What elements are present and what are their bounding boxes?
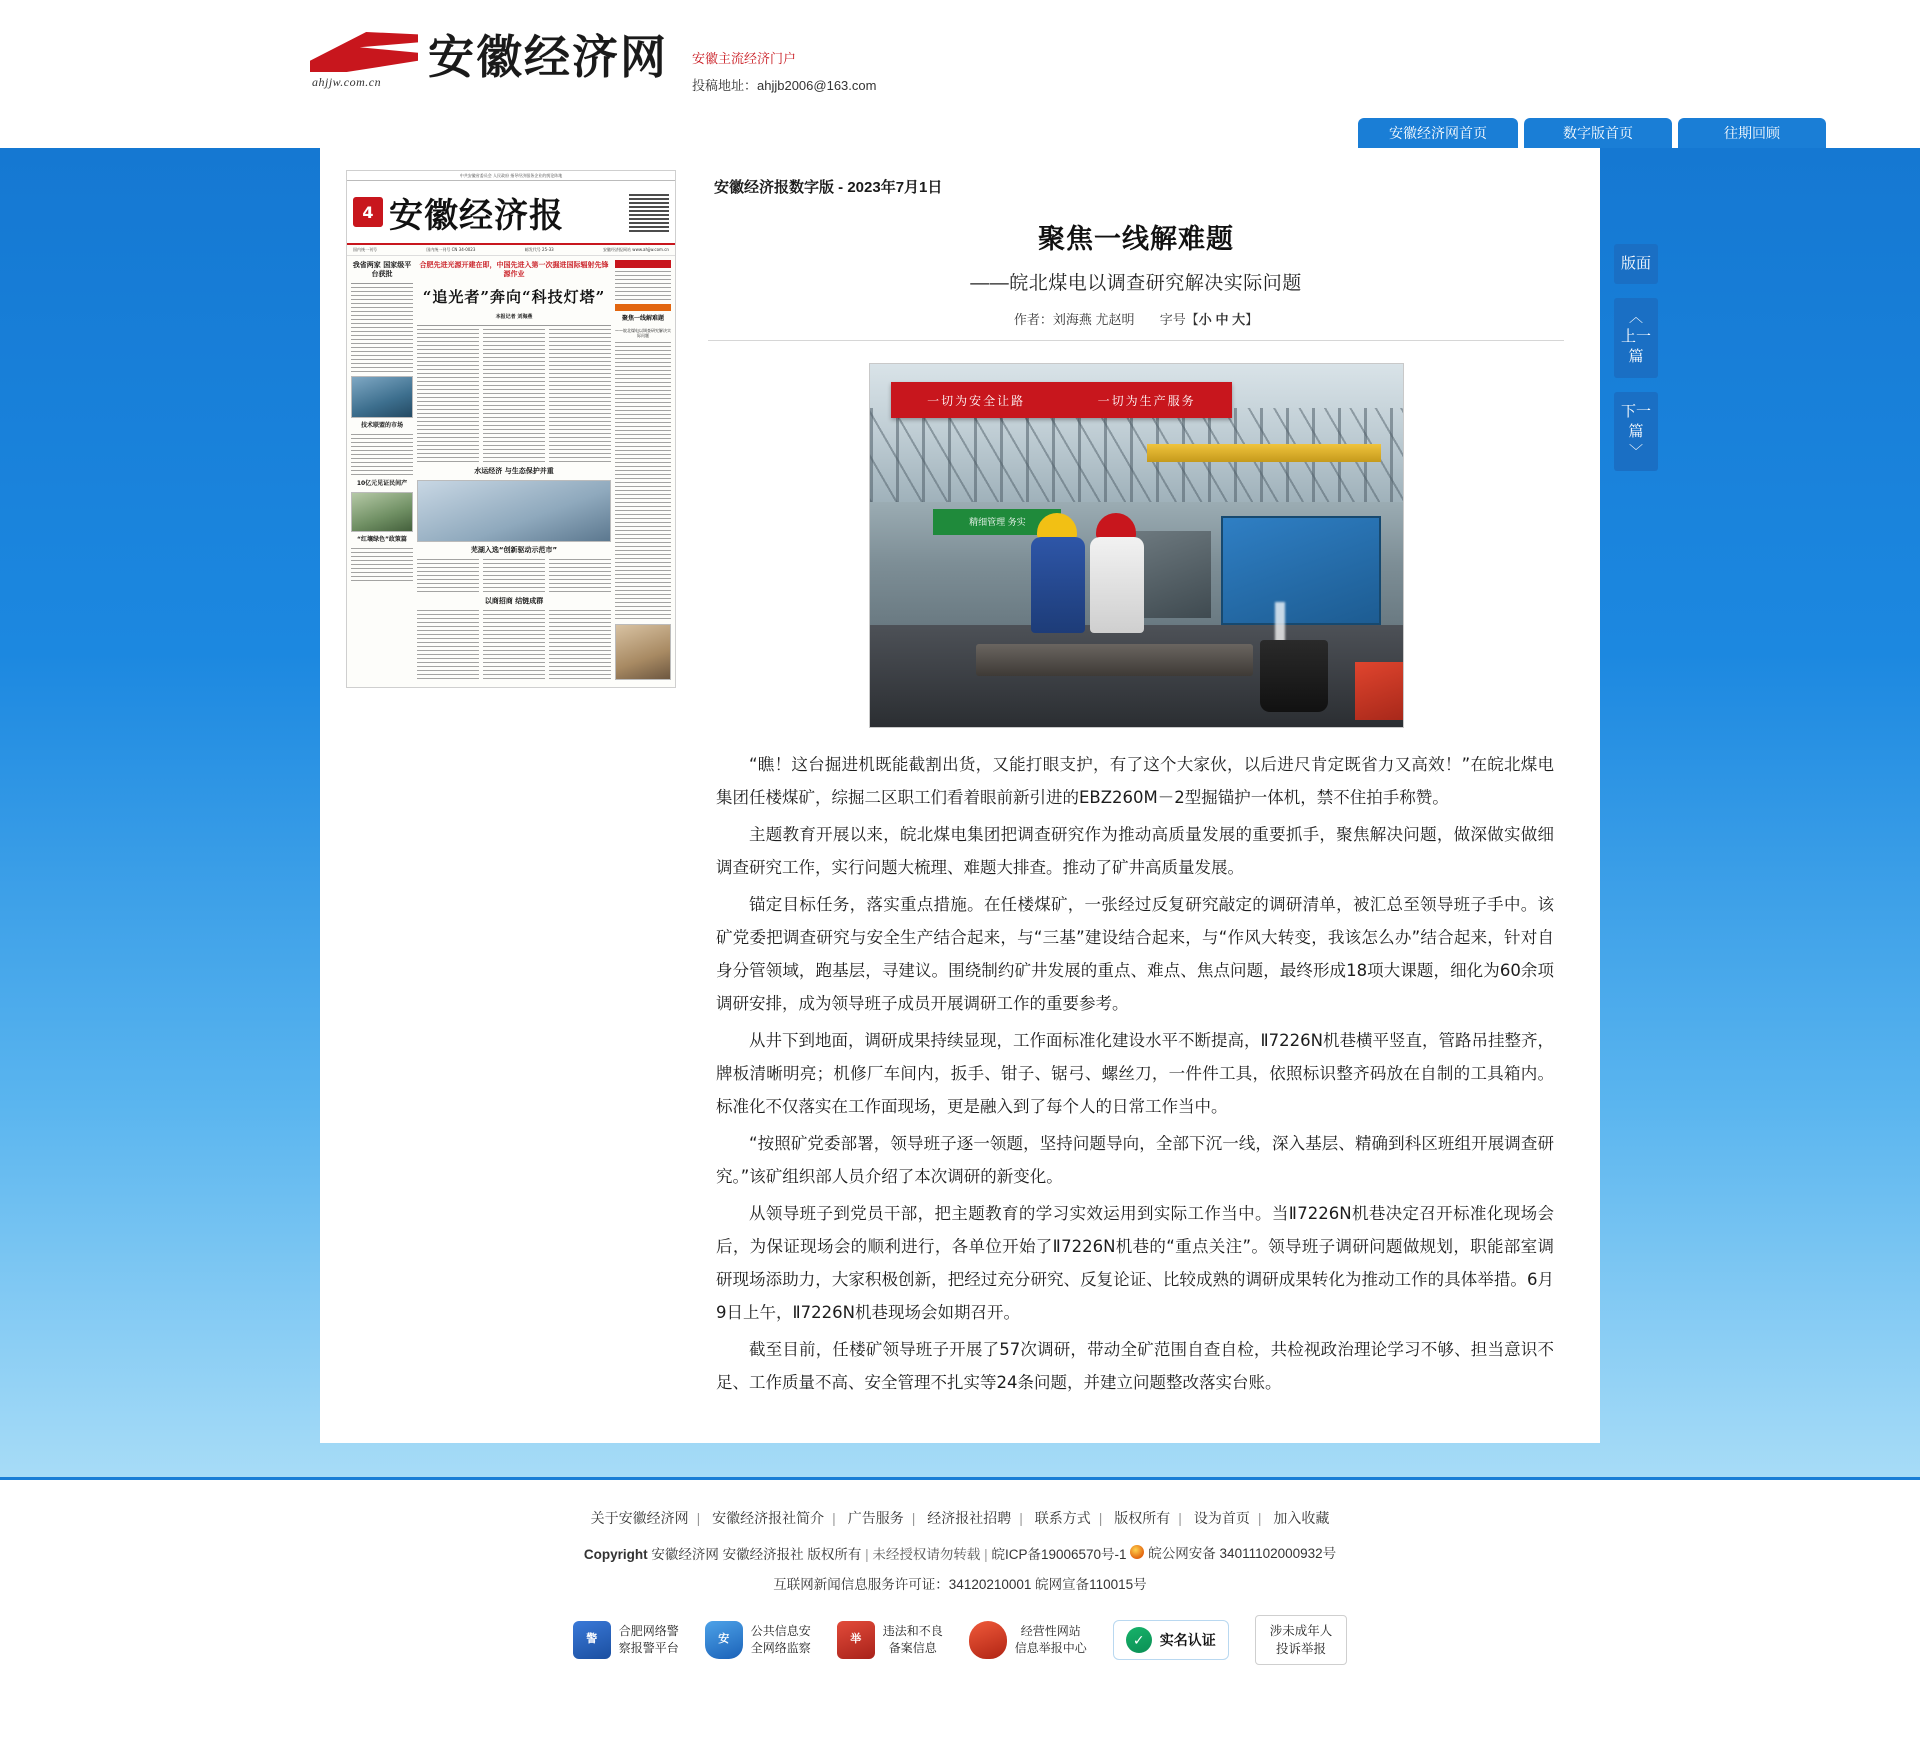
overhead-crane <box>1147 444 1382 462</box>
paper-page-number: 4 <box>353 197 383 227</box>
paper-small-head-2: 10亿元见证民间产 <box>356 479 408 487</box>
font-size-label: 字号 <box>1159 312 1186 327</box>
article-header <box>708 217 1564 341</box>
worker-red-helmet <box>1088 513 1146 633</box>
banner-text-left: 一切为安全让路 <box>927 393 1026 408</box>
font-size-large-button[interactable]: 大 <box>1232 312 1246 327</box>
badge-line2: 察报警平台 <box>618 1641 679 1656</box>
paper-photo <box>351 376 413 418</box>
logo-swoosh-icon <box>310 28 420 90</box>
flame-icon <box>969 1621 1007 1659</box>
paper-columns <box>347 256 675 684</box>
article-title: 聚焦一线解难题 <box>1038 224 1234 255</box>
submission-email: 投稿地址：ahjjb2006@163.com <box>692 78 877 93</box>
badge-police-platform[interactable] <box>573 1621 679 1659</box>
real-name-verification-badge[interactable] <box>1113 1620 1229 1660</box>
badge-line1: 经营性网站 <box>1020 1623 1081 1638</box>
side-controls <box>1614 244 1658 471</box>
article-paragraph: 从领导班子到党员干部，把主题教育的学习实效运用到实际工作当中。当Ⅱ7226N机巷决定召开标准化现场会后，为保证现场会的顺利进行，各单位开始了Ⅱ7226N机巷的“重点关注”。领导班子调研问题做规划，职能部室调研现场添助力，大家积极创新，把经过充分研究、反复论证、比较成熟的调研成果转化为推动工作的具体举措。6月9日上午，Ⅱ7226N机巷现场会如期召开。 <box>716 1204 1554 1322</box>
paper-photo <box>351 492 413 532</box>
footer-copyright-line: Copyright 安徽经济网 安徽经济报社 版权所有 | 未经授权请勿转载 | 皖ICP备19006570号-1 皖公网安备 34011102000932号 <box>0 1542 1920 1563</box>
paper-meta-right: 邮发代号 25-33 <box>524 247 554 252</box>
paper-meta-row <box>347 245 675 256</box>
next-article-button[interactable] <box>1614 392 1658 471</box>
police-badge-icon <box>1130 1545 1144 1559</box>
article-paragraph: “瞧！这台掘进机既能截割出货，又能打眼支护，有了这个大家伙，以后进尺肯定既省力又高效！”在皖北煤电集团任楼煤矿，综掘二区职工们看着眼前新引进的EBZ260M－2型掘锚护一体机，禁不住拍手称赞。 <box>716 755 1554 807</box>
article-body <box>708 738 1564 1399</box>
paper-text-block <box>351 287 413 373</box>
copyright-prefix: Copyright <box>583 1547 648 1562</box>
paper-text-block <box>351 548 413 584</box>
paper-photo <box>615 624 671 680</box>
site-header <box>0 0 1920 148</box>
police-record-number[interactable]: 皖公网安备 34011102000932号 <box>1148 1546 1337 1561</box>
site-footer <box>0 1477 1920 1701</box>
previous-article-label: 上一篇 <box>1620 328 1651 366</box>
nav-tab-archive[interactable]: 往期回顾 <box>1678 118 1826 148</box>
paper-side-headline: 聚焦一线解难题 <box>621 315 664 322</box>
paper-photo <box>417 480 611 542</box>
page-background <box>0 148 1920 1477</box>
paper-meta-center: 国内统一刊号 CN 34-0023 <box>426 247 476 252</box>
black-bucket <box>1260 640 1328 712</box>
chevron-down-icon: ﹀ <box>1629 443 1643 460</box>
paper-top-line: 中共安徽省委员会 人民政府 指导经济服务企业的舆论阵地 <box>347 171 675 181</box>
logo-title: 安徽经济网 <box>428 30 668 84</box>
copyright-note: 未经授权请勿转载 <box>872 1547 981 1562</box>
red-equipment <box>1355 662 1403 720</box>
minor-box-line2: 投诉举报 <box>1276 1642 1327 1657</box>
paper-main-headline: “追光者”奔向“科技灯塔” <box>422 288 606 307</box>
footer-link-contact[interactable]: 联系方式 <box>1034 1510 1091 1526</box>
banner-text-right: 一切为生产服务 <box>1097 393 1196 408</box>
photo-green-sign: 精细管理 务实 <box>933 509 1061 534</box>
logo-url-text: ahjjw.com.cn <box>312 75 382 89</box>
footer-link-bookmark[interactable]: 加入收藏 <box>1273 1510 1330 1526</box>
badge-line1: 违法和不良 <box>882 1623 943 1638</box>
footer-links: 关于安徽经济网 | 安徽经济报社简介 | 广告服务 | 经济报社招聘 | 联系方式 | 版权所有 | 设为首页 | 加入收藏 <box>590 1510 1330 1526</box>
issue-title: 安徽经济报数字版 - 2023年7月1日 <box>714 179 943 196</box>
verify-label: 实名认证 <box>1159 1632 1216 1649</box>
article-author: 作者：刘海燕 尤赵明 <box>1013 312 1135 327</box>
paper-meta-site: 安徽经济报网站 www.ahjjw.com.cn <box>603 247 669 252</box>
footer-license-line: 互联网新闻信息服务许可证：34120210001 皖网宣备110015号 <box>773 1577 1147 1592</box>
paper-column-2 <box>417 260 611 680</box>
previous-article-button[interactable] <box>1614 298 1658 377</box>
badge-line1: 公共信息安 <box>750 1623 811 1638</box>
article-subtitle: ——皖北煤电以调查研究解决实际问题 <box>970 273 1302 294</box>
minor-complaint-box[interactable] <box>1255 1615 1348 1665</box>
paper-meta-left: 国内统一刊号 <box>353 247 377 252</box>
paper-col1-headline: 我省两家 国家级平台获批 <box>352 261 412 279</box>
paper-text-block <box>351 434 413 476</box>
next-article-label: 下一篇 <box>1620 402 1651 440</box>
qr-code-icon <box>629 192 669 232</box>
paper-small-head-1: 技术联盟的市场 <box>360 422 403 430</box>
newspaper-page-thumbnail[interactable] <box>346 170 676 688</box>
footer-link-ads[interactable]: 广告服务 <box>847 1510 904 1526</box>
article-paragraph: 截至目前，任楼矿领导班子开展了57次调研，带动全矿范围自查自检，共检视政治理论学习不够、担当意识不足、工作质量不高、安全管理不扎实等24条问题，并建立问题整改落实台账。 <box>716 1340 1554 1392</box>
paper-block-head-2: 水运经济 与生态保护并重 <box>474 466 554 475</box>
nav-tab-digital-home[interactable]: 数字版首页 <box>1524 118 1672 148</box>
worker-yellow-helmet <box>1029 513 1087 633</box>
paper-headline-byline: 本报记者 刘海燕 <box>495 314 533 321</box>
footer-link-sethome[interactable]: 设为首页 <box>1193 1510 1250 1526</box>
footer-link-intro[interactable]: 安徽经济报社简介 <box>712 1510 825 1526</box>
paper-small-head-3: “红壤绿色”政策篇 <box>357 535 407 543</box>
article-column <box>692 148 1600 1443</box>
paper-block-head-3: 芜湖入选“创新驱动示范市” <box>470 545 558 554</box>
paper-column-4 <box>615 260 671 680</box>
badge-illegal-report[interactable] <box>837 1621 943 1659</box>
paper-red-bar <box>615 260 671 268</box>
paper-orange-bar <box>615 304 671 311</box>
article-photo <box>869 363 1404 728</box>
nav-tab-home[interactable]: 安徽经济网首页 <box>1358 118 1518 148</box>
article-byline: 作者：刘海燕 尤赵明 字号【小 中 大】 <box>1013 312 1259 327</box>
blue-machine <box>1221 516 1381 625</box>
article-paragraph: 主题教育开展以来，皖北煤电集团把调查研究作为推动高质量发展的重要抓手，聚焦解决问题，做深做实做细调查研究工作，实行问题大梳理、难题大排查。推动了矿井高质量发展。 <box>716 825 1554 877</box>
badge-public-security[interactable] <box>705 1621 811 1659</box>
layout-button[interactable]: 版面 <box>1614 244 1658 284</box>
paper-block-head-4: 以商招商 结链成群 <box>484 596 544 605</box>
article-paragraph: 从井下到地面，调研成果持续显现，工作面标准化建设水平不断提高，Ⅱ7226N机巷横平竖直，管路吊挂整齐，牌板清晰明亮；机修厂车间内，扳手、钳子、锯弓、螺丝刀，一件件工具，依照标识整齐码放在自制的工具箱内。标准化不仅落实在工作面现场，更是融入到了每个人的日常工作当中。 <box>716 1031 1554 1116</box>
font-size-medium-button[interactable]: 中 <box>1215 312 1229 327</box>
content-shell <box>320 148 1651 1443</box>
paper-sub-banner: 合肥先进光源开建在即，中国先进入第一次掘进国际辐射先锋源作业 <box>419 261 609 279</box>
chevron-up-icon: ︿ <box>1629 309 1643 326</box>
report-badge-icon: 举 <box>837 1621 875 1659</box>
footer-link-about[interactable]: 关于安徽经济网 <box>590 1510 689 1526</box>
copyright-body: 安徽经济网 安徽经济报社 版权所有 <box>651 1547 862 1562</box>
badge-line2: 备案信息 <box>888 1641 937 1656</box>
top-nav <box>1358 118 1920 148</box>
footer-link-jobs[interactable]: 经济报社招聘 <box>927 1510 1012 1526</box>
site-logo[interactable] <box>310 28 876 94</box>
paper-column-1 <box>351 260 413 680</box>
water-drop-icon: ✓ <box>1126 1627 1152 1653</box>
paper-preview-column <box>320 148 692 1443</box>
minor-box-line1: 涉未成年人 <box>1269 1624 1333 1638</box>
paper-masthead-title: 安徽经济报 <box>389 195 564 236</box>
badge-commercial-site[interactable] <box>969 1621 1087 1659</box>
icp-number[interactable]: 皖ICP备19006570号-1 <box>991 1547 1127 1562</box>
badge-line2: 信息举报中心 <box>1014 1641 1087 1656</box>
paper-masthead <box>347 181 675 245</box>
font-size-small-button[interactable]: 小 <box>1198 312 1212 327</box>
site-slogan: 安徽主流经济门户 <box>692 51 797 66</box>
footer-badges <box>0 1615 1920 1665</box>
shield-icon: 安 <box>705 1621 743 1659</box>
police-badge-icon: 警 <box>573 1621 611 1659</box>
footer-link-copyright[interactable]: 版权所有 <box>1114 1510 1171 1526</box>
article-paragraph: 锚定目标任务，落实重点措施。在任楼煤矿，一张经过反复研究敲定的调研清单，被汇总至领导班子手中。该矿党委把调查研究与安全生产结合起来，与“三基”建设结合起来，与“作风大转变，我该怎么办”结合起来，针对自身分管领域，跑基层，寻建议。围绕制约矿井发展的重点、难点、焦点问题，最终形成18项大课题，细化为60余项调研安排，成为领导班子成员开展调研工作的重要参考。 <box>716 895 1554 1013</box>
photo-safety-banner <box>891 382 1232 418</box>
article-paragraph: “按照矿党委部署，领导班子逐一领题，坚持问题导向，全部下沉一线，深入基层、精确到科区班组开展调查研究。”该矿组织部人员介绍了本次调研的新变化。 <box>716 1134 1554 1186</box>
paper-side-subhead: ——皖北煤电以调查研究解决实际问题 <box>615 327 671 338</box>
work-bench <box>976 644 1253 677</box>
badge-line1: 合肥网络警 <box>618 1623 679 1638</box>
badge-line2: 全网络监察 <box>750 1641 811 1656</box>
